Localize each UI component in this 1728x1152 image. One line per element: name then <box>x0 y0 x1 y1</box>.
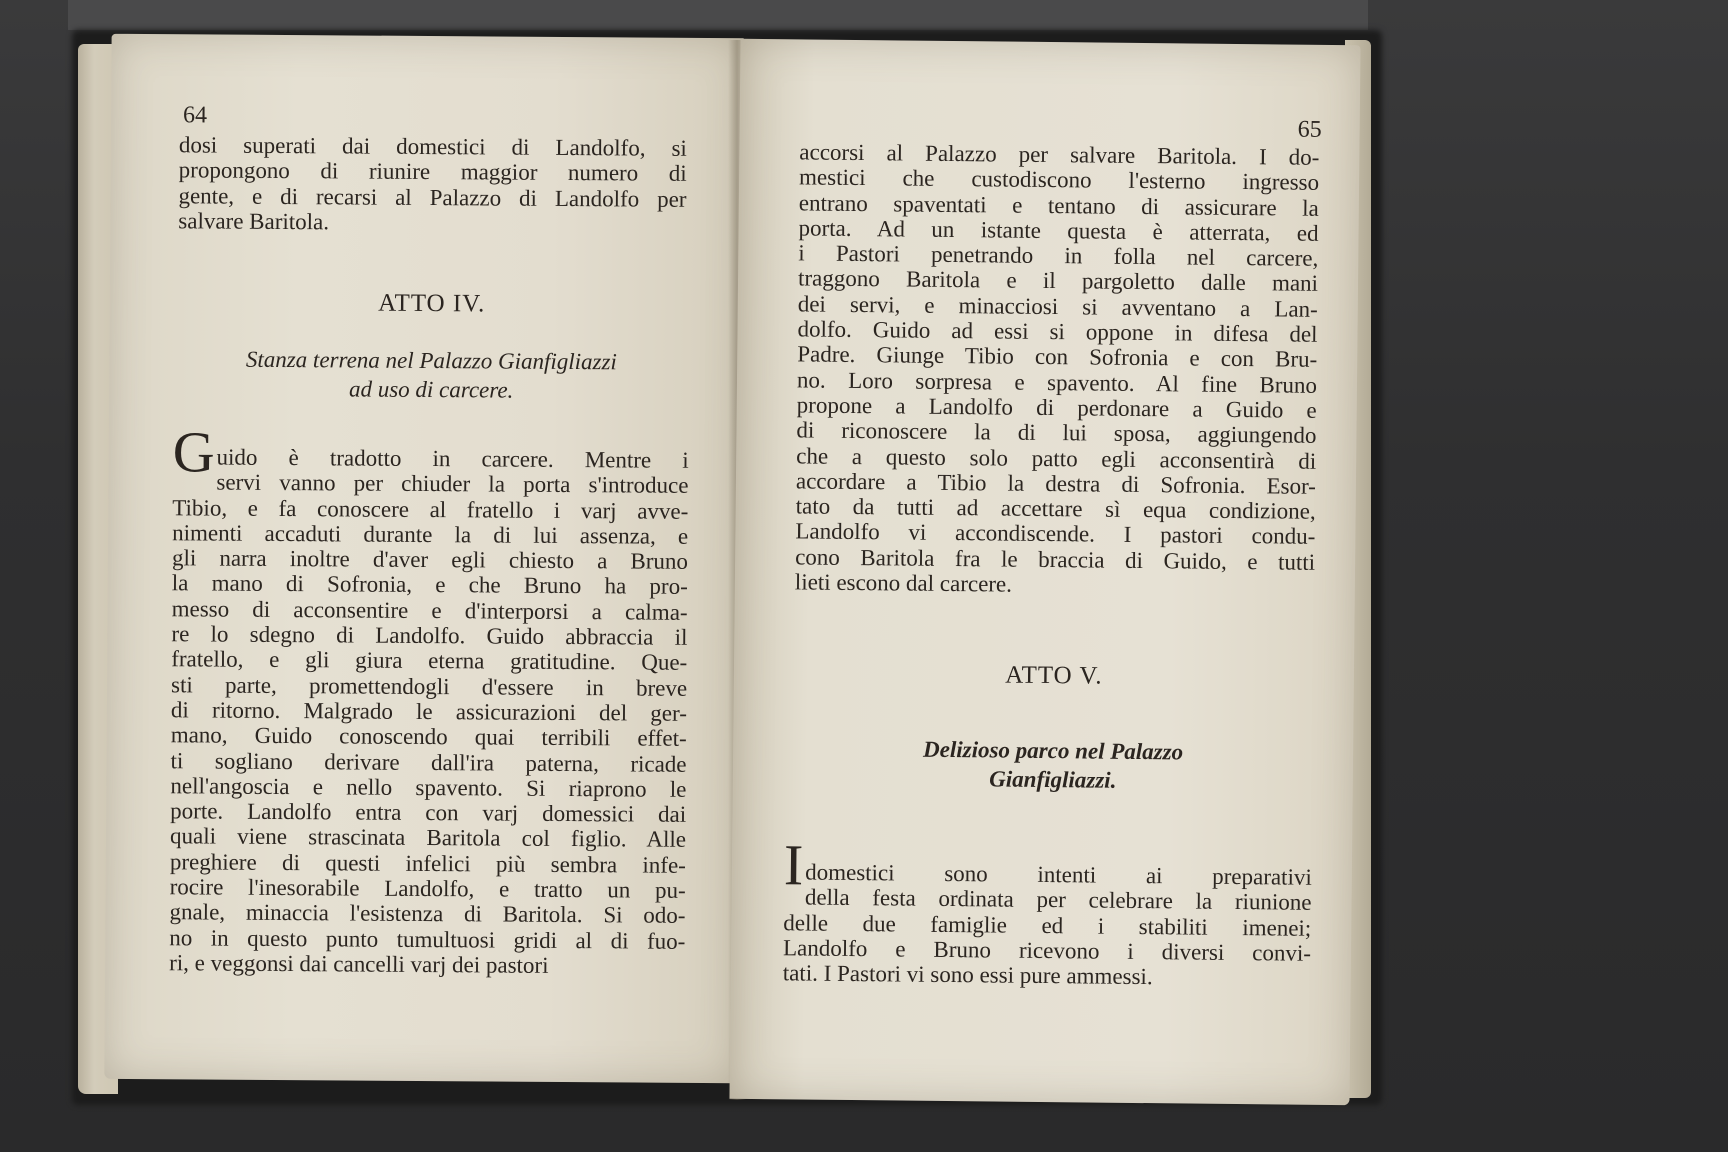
text-line: ti sogliano derivare dall'ira paterna, ricade <box>170 747 687 777</box>
text-line: dolfo. Guido ad essi si oppone in difesa del <box>797 316 1318 347</box>
text-line: di ritorno. Malgrado le assicurazioni del ger- <box>170 697 688 726</box>
text-line: fratello, e gli giura eterna gratitudine. Que- <box>171 646 688 676</box>
right-page <box>729 39 1360 1105</box>
text-line: uido è tradotto in carcere. Mentre i <box>216 444 689 473</box>
left-page <box>104 34 743 1083</box>
text-line: no. Loro sorpresa e spavento. Al fine Bruno <box>796 367 1318 398</box>
left-continuation-text <box>178 132 687 237</box>
scene-setting-left <box>177 344 685 406</box>
text-line: mano, Guido conoscendo quai terribili effet- <box>170 722 687 752</box>
text-line: re lo sdegno di Landolfo. Guido abbraccia il <box>171 621 688 650</box>
text-line: lieti escono dal carcere. <box>794 569 1013 597</box>
text-line: accorsi al Palazzo per salvare Baritola. I do- <box>799 139 1320 170</box>
act-heading-right: ATTO V. <box>1005 661 1103 690</box>
text-line: cono Baritola fra le braccia di Guido, e tutti <box>795 544 1316 575</box>
text-line: delle due famiglie ed i stabiliti imenei; <box>783 909 1312 941</box>
text-line: messo di acconsentire e d'interporsi a calma- <box>171 596 688 625</box>
text-line: gente, e di recarsi al Palazzo di Landolfo per <box>178 182 687 212</box>
dropcap-right: I <box>783 832 804 898</box>
right-continuation-text <box>795 139 1320 600</box>
scanner-top-band <box>68 0 1368 30</box>
setting-line: Delizioso parco nel Palazzo <box>922 736 1184 765</box>
text-line: entrano spaventati e tentano di assicurare la <box>798 189 1319 221</box>
text-line: i Pastori penetrando in folla nel carcere, <box>798 240 1319 272</box>
text-line: la mano di Sofronia, e che Bruno ha pro- <box>171 570 688 600</box>
scene-setting-right <box>793 733 1314 796</box>
text-line: porta. Ad un istante questa è atterrata, ed <box>798 215 1319 246</box>
act-heading-left: ATTO IV. <box>378 289 486 318</box>
setting-line: ad uso di carcere. <box>348 376 514 403</box>
text-line: porte. Landolfo entra con varj domessici dai <box>170 798 687 827</box>
page-number-left: 64 <box>182 102 208 129</box>
page-number-right: 65 <box>1297 116 1322 143</box>
text-line: gli narra inoltre d'aver egli chiesto a Bruno <box>171 545 689 575</box>
text-line: propongono di riunire maggior numero di <box>178 157 687 187</box>
text-line: nell'angoscia e nello spavento. Si riaprono le <box>170 773 687 802</box>
text-line: Tibio, e fa conoscere al fratello i varj avve- <box>172 494 689 524</box>
dropcap-left: G <box>172 419 215 485</box>
text-line: Landolfo e Bruno ricevono i diversi convi- <box>782 935 1312 966</box>
text-line: traggono Baritola e il pargoletto dalle mani <box>797 265 1319 297</box>
text-line: preghiere di questi infelici più sembra infe- <box>169 848 686 878</box>
setting-line: Stanza terrena nel Palazzo Gianfigliazzi <box>245 346 617 375</box>
text-line: che a questo solo patto egli acconsentirà di <box>796 442 1317 474</box>
text-line: Padre. Giunge Tibio con Sofronia e con Bru- <box>797 341 1318 373</box>
left-body-text <box>169 419 689 979</box>
text-line: mestici che custodiscono l'esterno ingresso <box>798 164 1320 196</box>
text-line: quali viene strascinata Baritola col figlio. Alle <box>169 823 687 853</box>
text-line: accordare a Tibio la destra di Sofronia. Esor- <box>795 468 1317 499</box>
text-line: domestici sono intenti ai preparativi <box>805 859 1312 890</box>
text-line: no in questo punto tumultuosi gridi al di fuo- <box>169 924 686 954</box>
text-line: ri, e veggonsi dai cancelli varj dei pastori <box>169 950 549 978</box>
right-body-text <box>782 832 1313 991</box>
text-line: di riconoscere la di lui sposa, aggiungendo <box>796 417 1317 449</box>
text-line: dosi superati dai domestici di Landolfo, si <box>178 132 687 161</box>
text-line: salvare Baritola. <box>178 208 330 235</box>
text-line: rocire l'inesorabile Landolfo, e tratto un pu- <box>169 874 686 903</box>
text-line: sti parte, promettendogli d'essere in breve <box>171 671 688 701</box>
text-line: propone a Landolfo di perdonare a Guido e <box>796 392 1317 423</box>
text-line: tato da tutti ad accettare sì equa condizione, <box>795 493 1316 524</box>
text-line: gnale, minaccia l'esistenza di Baritola. Si odo- <box>169 899 686 929</box>
text-line: dei servi, e minacciosi si avventano a Lan- <box>797 291 1318 322</box>
text-line: servi vanno per chiuder la porta s'introduce <box>216 469 689 499</box>
text-line: della festa ordinata per celebrare la riunione <box>804 884 1312 916</box>
setting-line: Gianfigliazzi. <box>989 766 1117 793</box>
text-line: nimenti accaduti durante la di lui assenza, e <box>172 520 689 549</box>
text-line: Landolfo vi accondiscende. I pastori condu- <box>795 518 1316 550</box>
text-line: tati. I Pastori vi sono essi pure ammessi. <box>782 960 1153 990</box>
